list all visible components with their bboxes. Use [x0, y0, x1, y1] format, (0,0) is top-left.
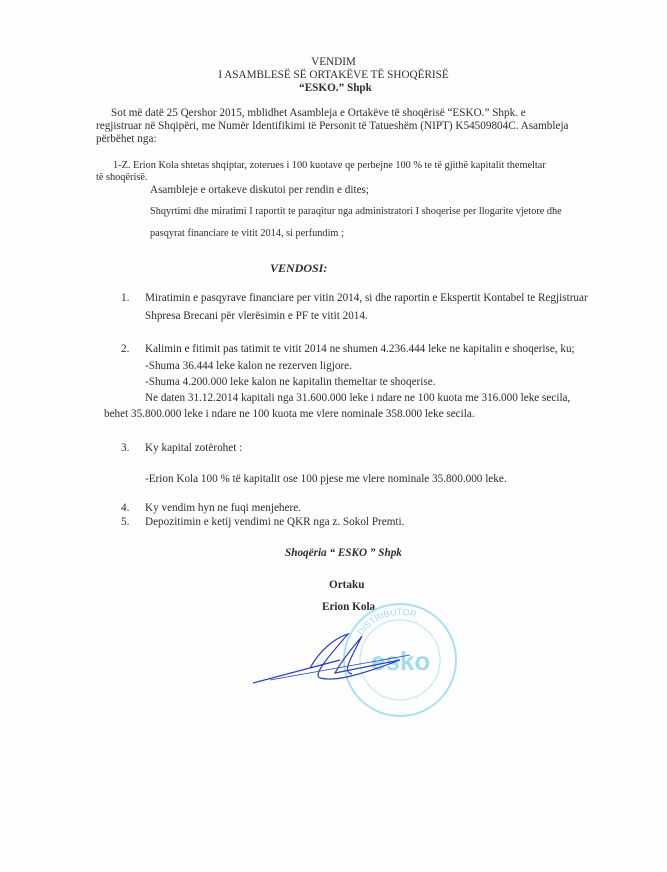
- decision-number: 2.: [121, 343, 130, 355]
- company-name: “ESKO.” Shpk: [299, 82, 372, 94]
- decision-number: 5.: [121, 516, 130, 528]
- decision-line: Ky vendim hyn ne fuqi menjehere.: [145, 502, 301, 514]
- decision-line: Kalimin e fitimit pas tatimit te vitit 2014 ne shumen 4.236.444 leke ne kapitalin e shoqerise, ku;: [145, 343, 575, 355]
- decision-line: Miratimin e pasqyrave financiare per vitin 2014, si dhe raportin e Ekspertit Kontabel te Regjistruar: [145, 292, 588, 304]
- decision-line: -Shuma 36.444 leke kalon ne rezerven ligjore.: [145, 360, 352, 372]
- agenda-line: pasqyrat financiare te vitit 2014, si perfundim ;: [150, 228, 344, 239]
- decision-line: -Erion Kola 100 % të kapitalit ose 100 pjese me vlere nominale 35.800.000 leke.: [145, 473, 507, 485]
- member-line: 1-Z. Erion Kola shtetas shqiptar, zoterues i 100 kuotave qe perbejne 100 % te të gjithë kapitalit themeltar: [113, 160, 546, 171]
- decided-heading: VENDOSI:: [270, 261, 328, 275]
- svg-text:DISTRIBUTOR: DISTRIBUTOR: [355, 606, 418, 638]
- member-line: të shoqërisë.: [96, 172, 148, 183]
- decision-line: Ne daten 31.12.2014 kapitali nga 31.600.000 leke i ndare ne 100 kuota me 316.000 leke secila,: [145, 392, 571, 404]
- decision-line: Ky kapital zotërohet :: [145, 442, 243, 454]
- signature-name: Erion Kola: [322, 601, 376, 613]
- agenda-line: Shqyrtimi dhe miratimi I raportit te paraqitur nga administratori I shoqerise per llogarite vjetore dhe: [150, 206, 562, 217]
- subtitle: I ASAMBLESË SË ORTAKËVE TË SHOQËRISË: [218, 69, 449, 81]
- decision-number: 1.: [121, 292, 130, 304]
- decision-line: Depozitimin e ketij vendimi ne QKR nga z. Sokol Premti.: [145, 516, 405, 528]
- decision-line: -Shuma 4.200.000 leke kalon ne kapitalin themeltar te shoqerise.: [145, 376, 436, 388]
- intro-line: regjistruar në Shqipëri, me Numër Identifikimi të Personit të Tatueshëm (NIPT) K54509804C. Asambleja: [96, 120, 569, 132]
- decision-number: 3.: [121, 442, 130, 454]
- intro-line: Sot më datë 25 Qershor 2015, mblidhet Asambleja e Ortakëve të shoqërisë “ESKO.” Shpk. e: [111, 107, 526, 119]
- decision-number: 4.: [121, 502, 130, 514]
- title: VENDIM: [311, 56, 356, 68]
- intro-line: përbëhet nga:: [96, 133, 157, 145]
- decision-line: behet 35.800.000 leke i ndare ne 100 kuota me vlere nominale 358.000 leke secila.: [104, 408, 475, 420]
- handwritten-signature: [250, 630, 430, 690]
- agenda-intro: Asambleje e ortakeve diskutoi per rendin e dites;: [150, 184, 370, 196]
- svg-text:esko: esko: [371, 646, 431, 676]
- signature-company: Shoqëria “ ESKO ” Shpk: [285, 547, 402, 559]
- decision-line: Shpresa Brecani për vlerësimin e PF te vitit 2014.: [145, 310, 368, 322]
- signature-role: Ortaku: [329, 579, 365, 591]
